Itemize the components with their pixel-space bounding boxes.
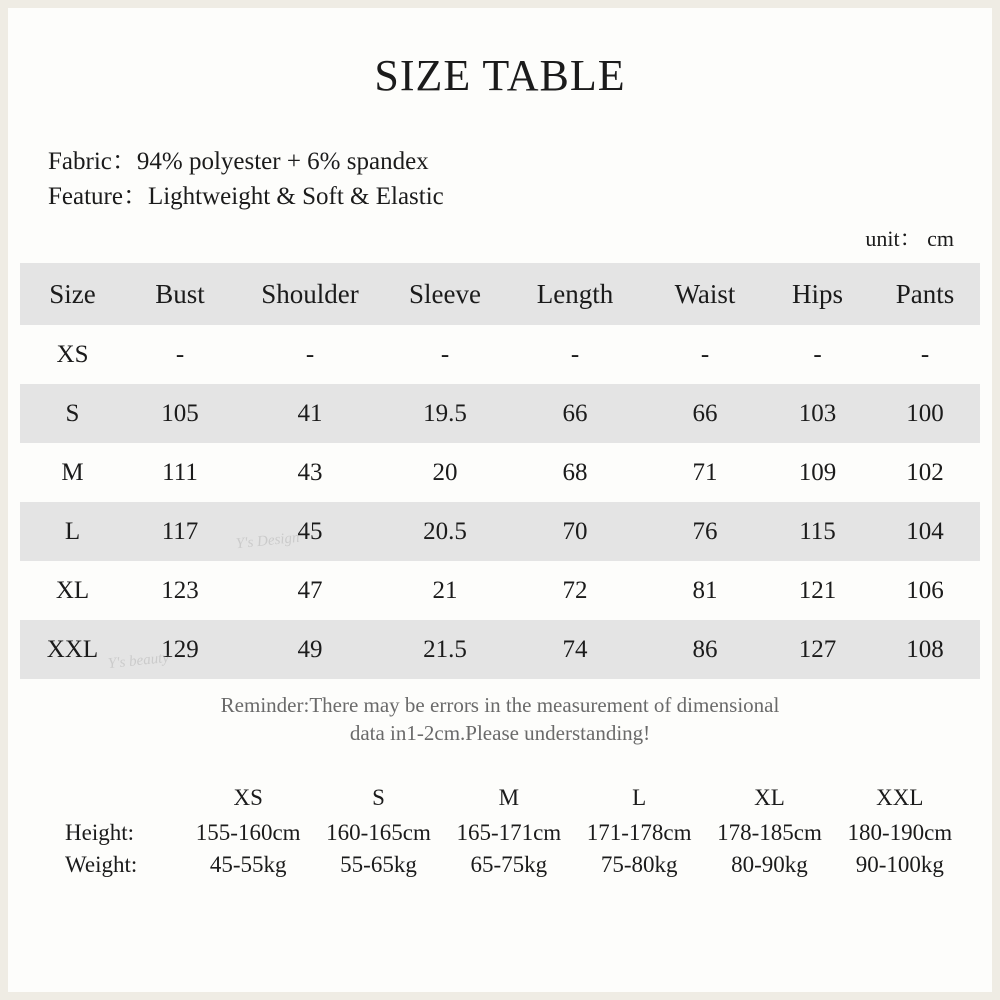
cell-waist: 76 bbox=[692, 517, 718, 545]
hw-height-xs: 155-160cm bbox=[195, 819, 301, 845]
cell-waist: 66 bbox=[692, 399, 718, 427]
hw-weight-xl: 80-90kg bbox=[731, 851, 808, 877]
hw-size-s: S bbox=[372, 784, 385, 810]
cell-pants: 100 bbox=[906, 399, 944, 427]
cell-shoulder: - bbox=[305, 340, 315, 368]
cell-shoulder: 41 bbox=[297, 399, 323, 427]
column-header-sleeve: Sleeve bbox=[409, 278, 481, 309]
hw-height-xl: 178-185cm bbox=[717, 819, 822, 845]
table-row bbox=[20, 620, 980, 679]
cell-length: - bbox=[570, 340, 580, 368]
cell-hips: 109 bbox=[798, 458, 837, 486]
cell-sleeve: 19.5 bbox=[423, 399, 467, 427]
cell-shoulder: 45 bbox=[297, 517, 323, 545]
cell-size: M bbox=[61, 458, 84, 486]
column-header-length: Length bbox=[536, 278, 614, 309]
cell-pants: 108 bbox=[906, 635, 944, 663]
hw-weight-l: 75-80kg bbox=[600, 851, 678, 877]
hw-size-xxl: XXL bbox=[876, 784, 924, 810]
height-weight-block bbox=[35, 782, 965, 881]
hw-weight-row bbox=[35, 849, 965, 881]
hw-weight-xs: 45-55kg bbox=[209, 851, 287, 877]
column-header-size: Size bbox=[49, 278, 96, 309]
cell-hips: 103 bbox=[798, 399, 837, 427]
cell-length: 72 bbox=[562, 576, 588, 604]
cell-sleeve: 20.5 bbox=[423, 517, 467, 545]
reminder-line-1: Reminder:There may be errors in the measurement of dimensional bbox=[220, 693, 780, 717]
table-row bbox=[20, 443, 980, 502]
hw-weight-m: 65-75kg bbox=[470, 851, 548, 877]
cell-bust: 123 bbox=[161, 576, 199, 604]
hw-corner bbox=[35, 782, 183, 817]
cell-length: 66 bbox=[562, 399, 588, 427]
hw-height-l: 171-178cm bbox=[586, 819, 692, 845]
table-row bbox=[20, 384, 980, 443]
cell-size: XS bbox=[56, 340, 89, 368]
cell-bust: - bbox=[175, 340, 185, 368]
size-chart-page bbox=[8, 8, 992, 992]
cell-sleeve: 20 bbox=[432, 458, 458, 486]
cell-pants: 104 bbox=[906, 517, 944, 545]
cell-size: L bbox=[64, 517, 81, 545]
table-row bbox=[20, 502, 980, 561]
cell-sleeve: 21 bbox=[432, 576, 458, 604]
cell-shoulder: 49 bbox=[297, 635, 323, 663]
hw-height-m: 165-171cm bbox=[456, 819, 562, 845]
cell-length: 68 bbox=[562, 458, 588, 486]
hw-height-label: Height: bbox=[65, 819, 134, 845]
cell-waist: 71 bbox=[692, 458, 718, 486]
table-row bbox=[20, 325, 980, 384]
cell-bust: 111 bbox=[162, 458, 198, 486]
cell-pants: 106 bbox=[906, 576, 944, 604]
column-header-waist: Waist bbox=[674, 278, 736, 309]
cell-pants: - bbox=[920, 340, 930, 368]
hw-size-xs: XS bbox=[233, 784, 263, 810]
page-title: SIZE TABLE bbox=[374, 51, 626, 100]
cell-hips: 121 bbox=[798, 576, 837, 604]
hw-size-l: L bbox=[632, 784, 647, 810]
cell-bust: 129 bbox=[161, 635, 199, 663]
cell-sleeve: - bbox=[440, 340, 450, 368]
cell-hips: - bbox=[813, 340, 822, 368]
cell-bust: 117 bbox=[161, 517, 199, 545]
hw-size-xl: XL bbox=[754, 784, 785, 810]
spec-block bbox=[8, 145, 992, 214]
cell-hips: 127 bbox=[798, 635, 837, 663]
unit-label: unit： cm bbox=[865, 226, 954, 251]
cell-shoulder: 47 bbox=[297, 576, 323, 604]
cell-length: 70 bbox=[562, 517, 588, 545]
cell-sleeve: 21.5 bbox=[423, 635, 467, 663]
watermark-text: Y's beauty bbox=[107, 649, 170, 673]
hw-header-row bbox=[35, 782, 965, 817]
watermark-text: Y's Design bbox=[235, 529, 301, 553]
cell-hips: 115 bbox=[799, 517, 836, 545]
cell-length: 74 bbox=[562, 635, 588, 663]
cell-bust: 105 bbox=[161, 399, 199, 427]
table-header-row bbox=[20, 263, 980, 325]
cell-waist: 86 bbox=[692, 635, 718, 663]
hw-height-s: 160-165cm bbox=[326, 819, 431, 845]
hw-weight-s: 55-65kg bbox=[340, 851, 417, 877]
table-row bbox=[20, 561, 980, 620]
cell-pants: 102 bbox=[906, 458, 944, 486]
size-measurement-table bbox=[20, 263, 980, 679]
hw-height-row bbox=[35, 817, 965, 849]
hw-height-xxl: 180-190cm bbox=[847, 819, 953, 845]
cell-shoulder: 43 bbox=[297, 458, 323, 486]
reminder-line-2: data in1-2cm.Please understanding! bbox=[349, 721, 651, 746]
hw-weight-label: Weight: bbox=[65, 851, 138, 877]
cell-size: XXL bbox=[46, 635, 99, 663]
cell-waist: 81 bbox=[692, 576, 718, 604]
column-header-pants: Pants bbox=[895, 278, 955, 309]
reminder-note bbox=[8, 691, 992, 748]
height-weight-table bbox=[35, 782, 965, 881]
cell-size: XL bbox=[55, 576, 90, 604]
cell-size: S bbox=[65, 399, 80, 427]
hw-size-m: M bbox=[498, 784, 520, 810]
hw-weight-xxl: 90-100kg bbox=[855, 851, 944, 877]
fabric-line: Fabric：94% polyester + 6% spandex bbox=[48, 148, 429, 175]
column-header-hips: Hips bbox=[791, 278, 843, 309]
feature-line: Feature：Lightweight & Soft & Elastic bbox=[48, 182, 444, 210]
cell-waist: - bbox=[700, 340, 710, 368]
column-header-shoulder: Shoulder bbox=[261, 278, 359, 309]
column-header-bust: Bust bbox=[155, 278, 205, 309]
